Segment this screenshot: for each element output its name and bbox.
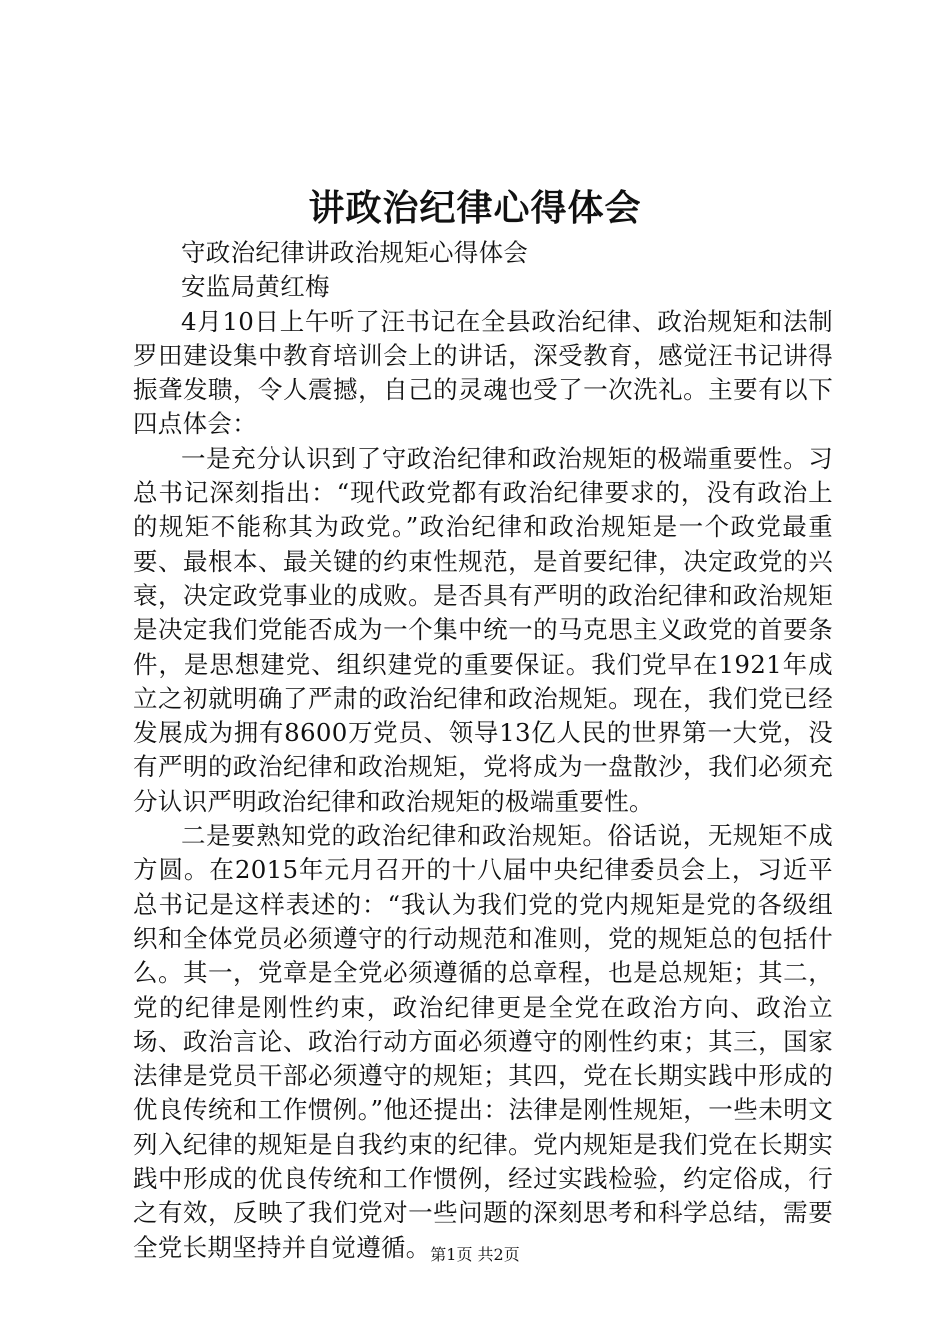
document-body	[133, 236, 833, 1265]
subtitle-paragraph: 守政治纪律讲政治规矩心得体会	[181, 238, 529, 267]
intro-paragraph: 4月10日上午听了汪书记在全县政治纪律、政治规矩和法制罗田建设集中教育培训会上的讲话，深受教育，感觉汪书记讲得振聋发聩，令人震撼，自己的灵魂也受了一次洗礼。主要有以下四点体会：	[133, 306, 833, 439]
point-two-paragraph: 二是要熟知党的政治纪律和政治规矩。俗话说，无规矩不成方圆。在2015年元月召开的十八届中央纪律委员会上，习近平总书记是这样表述的：“我认为我们党的党内规矩是党的各级组织和全体党员必须遵守的行动规范和准则，党的规矩总的包括什么。其一，党章是全党必须遵循的总章程，也是总规矩；其二，党的纪律是刚性约束，政治纪律更是全党在政治方向、政治立场、政治言论、政治行动方面必须遵守的刚性约束；其三，国家法律是党员干部必须遵守的规矩；其四，党在长期实践中形成的优良传统和工作惯例。”他还提出：法律是刚性规矩，一些未明文列入纪律的规矩是自我约束的纪律。党内规矩是我们党在长期实践中形成的优良传统和工作惯例，经过实践检验，约定俗成，行之有效，反映了我们党对一些问题的深刻思考和科学总结，需要全党长期坚持并自觉遵循。	[133, 821, 833, 1262]
page-number-footer: 第1页 共2页	[430, 1245, 520, 1264]
point-one-paragraph: 一是充分认识到了守政治纪律和政治规矩的极端重要性。习总书记深刻指出：“现代政党都有政治纪律要求的，没有政治上的规矩不能称其为政党。”政治纪律和政治规矩是一个政党最重要、最根本、最关键的约束性规范，是首要纪律，决定政党的兴衰，决定政党事业的成败。是否具有严明的政治纪律和政治规矩是决定我们党能否成为一个集中统一的马克思主义政党的首要条件，是思想建党、组织建党的重要保证。我们党早在1921年成立之初就明确了严肃的政治纪律和政治规矩。现在，我们党已经发展成为拥有8600万党员、领导13亿人民的世界第一大党，没有严明的政治纪律和政治规矩，党将成为一盘散沙，我们必须充分认识严明政治纪律和政治规矩的极端重要性。	[133, 443, 833, 816]
document-title: 讲政治纪律心得体会	[308, 187, 642, 229]
author-paragraph: 安监局黄红梅	[181, 272, 330, 302]
